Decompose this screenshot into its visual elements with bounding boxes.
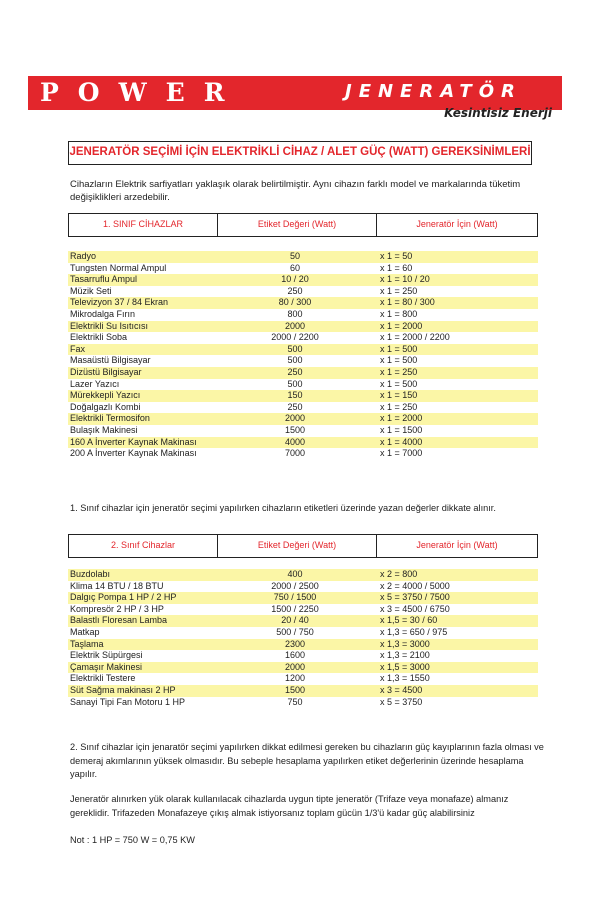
table2-generator-value: x 1,3 = 1550 <box>380 673 430 684</box>
table1-generator-value: x 1 = 60 <box>380 262 413 273</box>
table2-device-name: Kompresör 2 HP / 3 HP <box>70 603 164 614</box>
table2-label-value: 400 <box>287 569 303 579</box>
table2-device-name: Çamaşır Makinesi <box>70 661 143 672</box>
table2-device-name: Dalgıç Pompa 1 HP / 2 HP <box>70 592 177 603</box>
table2-row <box>68 639 538 651</box>
brand-slogan: Kesintisiz Enerji <box>444 106 552 120</box>
table1-row <box>68 402 538 414</box>
table1-device-name: 160 A İnverter Kaynak Makinası <box>70 436 197 447</box>
table1-device-name: Bulaşık Makinesi <box>70 424 138 435</box>
table2-label-value: 2300 <box>284 638 306 649</box>
table2-row <box>68 604 538 616</box>
table1-generator-value: x 1 = 500 <box>380 378 418 389</box>
document-page <box>0 48 600 848</box>
table1-label-value: 150 <box>287 390 303 401</box>
note-class1: 1. Sınıf cihazlar için jeneratör seçimi yapılırken cihazların etiketleri üzerinde yazan değerler dikkate alınır. <box>70 503 496 513</box>
table1-device-name: Masaüstü Bilgisayar <box>70 355 151 366</box>
table2-label-value: 2000 / 2500 <box>271 580 319 591</box>
table1-generator-value: x 1 = 250 <box>380 401 418 412</box>
table1-label-value: 80 / 300 <box>278 297 312 308</box>
table1-device-name: Elektrikli Su Isıtıcısı <box>70 320 149 331</box>
table1-row <box>68 274 538 286</box>
table2-device-name: Matkap <box>70 626 100 637</box>
table1-row <box>68 379 538 391</box>
table2-row <box>68 673 538 685</box>
table1-generator-value: x 1 = 250 <box>380 285 418 296</box>
brand-jenerator: JENERATÖR <box>345 81 522 102</box>
table1-generator-value: x 1 = 80 / 300 <box>380 297 435 308</box>
table1-generator-value: x 1 = 2000 <box>380 413 423 424</box>
table1-row <box>68 437 538 449</box>
table2-generator-value: x 1,3 = 650 / 975 <box>380 626 448 637</box>
table2-label-value: 20 / 40 <box>281 615 309 626</box>
table1-generator-value: x 1 = 7000 <box>380 448 423 459</box>
table1-label-value: 50 <box>289 251 300 261</box>
table1-device-name: Radyo <box>70 251 97 261</box>
table1-row <box>68 309 538 321</box>
table1-generator-value: x 1 = 500 <box>380 343 418 354</box>
table1-label-value: 1500 <box>284 424 306 435</box>
table1-row <box>68 425 538 437</box>
table1-body <box>68 251 538 460</box>
intro-text: Cihazların Elektrik sarfiyatları yaklaşık olarak belirtilmiştir. Aynı cihazın farklı model ve markalarında tüketim değişiklikleri arzedebilir. <box>70 179 521 203</box>
table2-label-value: 1600 <box>284 650 306 661</box>
table1-row <box>68 355 538 367</box>
table1-row <box>68 332 538 344</box>
table1-generator-value: x 1 = 150 <box>380 390 418 401</box>
table2-device-name: Buzdolabı <box>70 569 111 579</box>
table1-device-name: Elektrikli Soba <box>70 332 128 343</box>
table1-generator-value: x 1 = 500 <box>380 355 418 366</box>
table1-row <box>68 286 538 298</box>
table2-row <box>68 592 538 604</box>
table2-device-name: Taşlama <box>70 638 104 649</box>
table1-generator-value: x 1 = 50 <box>380 251 413 261</box>
table1-generator-value: x 1 = 10 / 20 <box>380 274 430 285</box>
table1-label-value: 7000 <box>284 448 306 459</box>
table2-label-value: 1500 / 2250 <box>271 603 319 614</box>
table1-device-name: Tungsten Normal Ampul <box>70 262 167 273</box>
table2-generator-value: x 5 = 3750 / 7500 <box>380 592 450 603</box>
table1-generator-value: x 1 = 2000 <box>380 320 423 331</box>
table2-header-label-value: Etiket Değeri (Watt) <box>217 535 376 557</box>
table2-label-value: 500 / 750 <box>276 626 314 637</box>
table2-generator-value: x 3 = 4500 / 6750 <box>380 603 450 614</box>
table2-row <box>68 685 538 697</box>
note-class2: 2. Sınıf cihazlar için jenaratör seçimi yapılırken dikkat edilmesi gereken bu cihazların güç kayıplarının fazla olması ve demeraj akımlarının yüksek olmasıdır. Bu sebeple hesaplama yapılırken etiket değerlerinin üzerinde hesaplama yapılır. <box>70 742 544 779</box>
table1-label-value: 500 <box>287 355 303 366</box>
table1-label-value: 10 / 20 <box>281 274 309 285</box>
table1-generator-value: x 1 = 4000 <box>380 436 423 447</box>
table2-header-generator: Jeneratör İçin (Watt) <box>376 535 537 557</box>
table2-generator-value: x 1,5 = 30 / 60 <box>380 615 438 626</box>
table1-row <box>68 251 538 263</box>
table2-label-value: 750 <box>287 696 303 707</box>
table1-label-value: 250 <box>287 401 303 412</box>
table1-device-name: Lazer Yazıcı <box>70 378 120 389</box>
table1-row <box>68 367 538 379</box>
table1-generator-value: x 1 = 2000 / 2200 <box>380 332 450 343</box>
table1-row <box>68 448 538 460</box>
table1-generator-value: x 1 = 1500 <box>380 424 423 435</box>
table2-row <box>68 662 538 674</box>
table1-label-value: 4000 <box>284 436 306 447</box>
table2-generator-value: x 3 = 4500 <box>380 684 423 695</box>
table1-device-name: Mürekkepli Yazıcı <box>70 390 141 401</box>
table2-device-name: Klima 14 BTU / 18 BTU <box>70 580 164 591</box>
table1-label-value: 250 <box>287 366 303 377</box>
table1-row <box>68 344 538 356</box>
table2-device-name: Elektrik Süpürgesi <box>70 650 143 661</box>
table2-label-value: 1500 <box>284 684 306 695</box>
table2-label-value: 750 / 1500 <box>273 592 317 603</box>
table1-row <box>68 297 538 309</box>
table2-device-name: Balastlı Floresan Lamba <box>70 615 168 626</box>
table1-device-name: Müzik Seti <box>70 285 112 296</box>
table2-generator-value: x 2 = 800 <box>380 569 418 579</box>
table1-row <box>68 321 538 333</box>
table1-row <box>68 413 538 425</box>
table1-header-device: 1. SINIF CİHAZLAR <box>102 219 183 229</box>
document-title: JENERATÖR SEÇİMİ İÇİN ELEKTRİKLİ CİHAZ / ALET GÜÇ (WATT) GEREKSİNİMLERİ <box>68 141 532 165</box>
table1-device-name: 200 A İnverter Kaynak Makinası <box>70 448 197 459</box>
table2-label-value: 2000 <box>284 661 306 672</box>
note-hp: Not : 1 HP = 750 W = 0,75 KW <box>70 835 195 845</box>
table2-generator-value: x 2 = 4000 / 5000 <box>380 580 450 591</box>
table1-label-value: 2000 <box>284 413 306 424</box>
brand-power: POWER <box>40 78 244 107</box>
table1-label-value: 800 <box>287 308 303 319</box>
table2-row <box>68 627 538 639</box>
table1-generator-value: x 1 = 800 <box>380 308 418 319</box>
table2-generator-value: x 1,5 = 3000 <box>380 661 430 672</box>
table2-device-name: Sanayi Tipi Fan Motoru 1 HP <box>70 696 186 707</box>
table1-label-value: 500 <box>287 343 303 354</box>
table2-row <box>68 615 538 627</box>
table2-generator-value: x 5 = 3750 <box>380 696 423 707</box>
table2-row <box>68 697 538 709</box>
table1-header-label-value: Etiket Değeri (Watt) <box>217 214 376 236</box>
table1-generator-value: x 1 = 250 <box>380 366 418 377</box>
table1-label-value: 250 <box>287 285 303 296</box>
table2-label-value: 1200 <box>284 673 306 684</box>
table1-device-name: Tasarruflu Ampul <box>70 274 138 285</box>
table1-device-name: Elektrikli Termosifon <box>70 413 150 424</box>
table2-device-name: Süt Sağma makinası 2 HP <box>70 684 176 695</box>
table1-header <box>68 213 538 237</box>
table1-label-value: 2000 <box>284 320 306 331</box>
table2-device-name: Elektrikli Testere <box>70 673 136 684</box>
table1-device-name: Dizüstü Bilgisayar <box>70 366 142 377</box>
table1-device-name: Doğalgazlı Kombi <box>70 401 141 412</box>
table1-label-value: 60 <box>289 262 300 273</box>
note-phase: Jeneratör alınırken yük olarak kullanılacak cihazlarda uygun tipte jeneratör (Trifaze veya monafaze) almanız gereklidir. Trifazeden Monafazeye çıkış almak istiyorsanız toplam gücün 1/3'ü kadar güç alabilirsiniz <box>70 794 509 818</box>
table1-row <box>68 390 538 402</box>
table2-generator-value: x 1,3 = 3000 <box>380 638 430 649</box>
table2-row <box>68 650 538 662</box>
table1-device-name: Fax <box>70 343 86 354</box>
table2-header-device: 2. Sınıf Cihazlar <box>110 540 176 550</box>
table2-body <box>68 569 538 708</box>
table2-row <box>68 569 538 581</box>
table1-device-name: Mikrodalga Fırın <box>70 308 136 319</box>
table1-label-value: 500 <box>287 378 303 389</box>
table1-device-name: Televizyon 37 / 84 Ekran <box>70 297 169 308</box>
table1-row <box>68 263 538 275</box>
table2-header <box>68 534 538 558</box>
table2-generator-value: x 1,3 = 2100 <box>380 650 430 661</box>
table1-header-generator: Jeneratör İçin (Watt) <box>376 214 537 236</box>
table2-row <box>68 581 538 593</box>
table1-label-value: 2000 / 2200 <box>271 332 319 343</box>
